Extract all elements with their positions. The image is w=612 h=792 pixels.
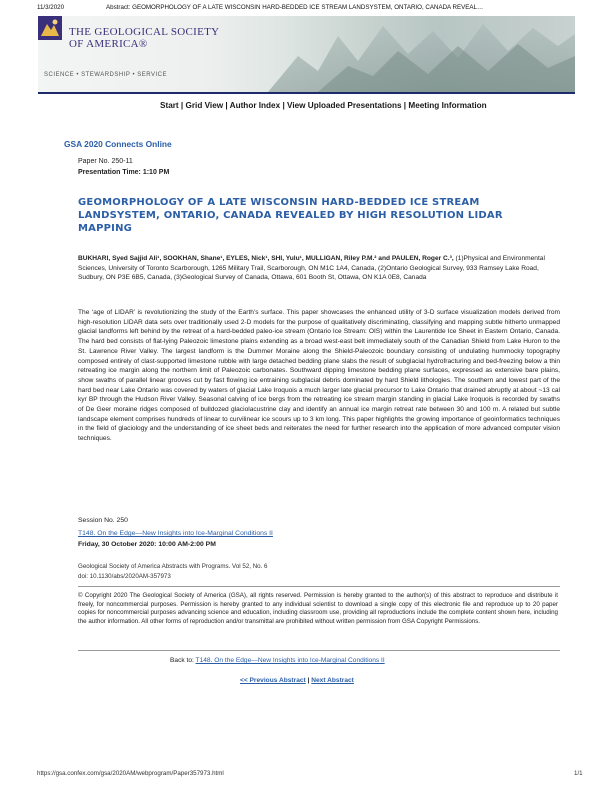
back-session-link[interactable]: T148. On the Edge—New Insights into Ice-Marginal Conditions II xyxy=(195,657,385,664)
gsa-logo-icon[interactable] xyxy=(38,16,62,40)
abstract-body: The ‘age of LIDAR’ is revolutionizing the study of the Earth’s surface. This paper showcases the enhanced utility of 3-D surface visualization models derived from high-resolution LIDAR data sets over traditionally used 2-D models for the purpose of qualitatively discriminating, classifying and mapping subtle hitherto unmapped glacial landforms left behind by the retreat of a hard-bedded paleo-ice stream (Ontario Ice Stream: OIS) within the Laurentide Ice Sheet in Eastern Ontario, Canada. The hard bed consists of flat-lying Paleozoic limestone plains extending as a broad west-east belt immediately south of the Canadian Shield from Lake Huron to the St. Lawrence River Valley. The largest landform is the Dummer Moraine along the Shield-Paleozoic boundary consisting of undulating hummocky topography composed entirely of clast-supported limestone rubble with large detached bedding plane slabs the result of subglacial hydrofracturing and bed-freezing below a thin retreating ice margin along the northern limit of Paleozoic carbonates. Southward dipping limestone bedding plane surfaces, expressed as extensive bare plains, show swaths of parallel linear grooves cut by fast flowing ice entraining subglacial debris dominated by hard Shield lithologies. The southern and lowest part of the hard bed near Lake Ontario was covered by waters of glacial Lake Iroquois a much larger late glacial precursor to Lake Ontario that drained abruptly at about ~13 cal kyr BP through the Hudson River Valley. Seasonal calving of ice bergs from the retreating ice stream margin standing in glacial Lake Iroquois is recorded by swaths of De Geer moraine ridges composed of bulldozed glaciolacustrine clay and identify an annual ice margin retreat rate between 30 and 100 m. A related but subtle landscape element comprises hundreds of linear to curvilinear ice scours up to 3 km long. This paper highlights the growing importance of geoinformatics techniques in the field of glaciology and the understanding of ice sheet beds and reiterates the need for further research into the application of more advanced computer vision techniques. xyxy=(78,309,560,443)
org-name-line2: OF AMERICA® xyxy=(69,38,148,50)
session-link[interactable]: T148. On the Edge—New Insights into Ice-Marginal Conditions II xyxy=(78,530,273,537)
print-title: Abstract: GEOMORPHOLOGY OF A LATE WISCONSIN HARD-BEDDED ICE STREAM LANDSYSTEM, ONTARIO, CANADA REVEAL… xyxy=(106,4,484,11)
nav-meeting-information-link[interactable]: Meeting Information xyxy=(408,101,487,110)
nav-grid-view-link[interactable]: Grid View xyxy=(185,101,224,110)
previous-abstract-link[interactable]: << Previous Abstract xyxy=(240,677,306,684)
top-navigation xyxy=(160,101,487,110)
back-to-session xyxy=(170,657,385,664)
nav-separator: | xyxy=(178,101,186,110)
nav-separator: | xyxy=(280,101,288,110)
session-number: Session No. 250 xyxy=(78,517,128,524)
nav-separator: | xyxy=(223,101,230,110)
org-name-line1: THE GEOLOGICAL SOCIETY xyxy=(69,26,220,38)
nav-author-index-link[interactable]: Author Index xyxy=(229,101,281,110)
session-date: Friday, 30 October 2020: 10:00 AM-2:00 PM xyxy=(78,541,216,548)
print-footer-url: https://gsa.confex.com/gsa/2020AM/webprogram/Paper357973.html xyxy=(37,770,224,777)
print-page-number: 1/1 xyxy=(574,770,583,777)
pager-separator: | xyxy=(305,677,312,684)
org-tagline: SCIENCE • STEWARDSHIP • SERVICE xyxy=(44,72,167,78)
banner-divider xyxy=(38,92,575,94)
paper-number: Paper No. 250-11 xyxy=(78,158,133,165)
authors-block xyxy=(78,254,558,283)
print-date: 11/3/2020 xyxy=(37,4,65,11)
author-affiliations: (1)Physical and Environmental Sciences, University of Toronto Scarborough, 1265 Military Trail, Scarborough, ON M1C 1A4, Canada, (2)Ontario Geological Survey, 933 Ramsey Lake Road, Sudbury, ON P3E 6B5, Canada, (3)Geological Survey of Canada, Ottawa, 601 Booth St, Ottawa, ON K1A 0E8, Canada xyxy=(78,255,545,281)
abstract-title: GEOMORPHOLOGY OF A LATE WISCONSIN HARD-BEDDED ICE STREAM LANDSYSTEM, ONTARIO, CANADA REVEALED BY HIGH RESOLUTION LIDAR MAPPING xyxy=(78,197,503,234)
presentation-time: Presentation Time: 1:10 PM xyxy=(78,169,170,176)
nav-separator: | xyxy=(401,101,409,110)
nav-start-link[interactable]: Start xyxy=(160,101,179,110)
citation-journal: Geological Society of America Abstracts with Programs. Vol 52, No. 6 xyxy=(78,563,268,570)
copyright-notice: © Copyright 2020 The Geological Society of America (GSA), all rights reserved. Permission is hereby granted to the author(s) of this abstract to reproduce and distribute it freely, for noncommercial purposes. Permission is hereby granted to any individual scientist to download a single copy of this electronic file and reproduce up to 20 paper copies for noncommercial purposes advancing science and education, including classroom use, providing all reproductions include the complete content shown here, including the author information. All other forms of reproduction and/or transmittal are prohibited without written permission from GSA Copyright Permissions. xyxy=(78,592,558,626)
next-abstract-link[interactable]: Next Abstract xyxy=(311,677,354,684)
nav-uploaded-presentations-link[interactable]: View Uploaded Presentations xyxy=(287,101,402,110)
citation-doi: doi: 10.1130/abs/2020AM-357973 xyxy=(78,573,171,580)
conference-name: GSA 2020 Connects Online xyxy=(64,139,172,149)
gsa-banner xyxy=(38,16,575,92)
author-names: BUKHARI, Syed Sajjid Ali¹, SOOKHAN, Shane¹, EYLES, Nick¹, SHI, Yulu¹, MULLIGAN, Riley P.M.² and PAULEN, Roger C.³, xyxy=(78,255,454,262)
divider xyxy=(78,586,560,587)
divider xyxy=(78,650,560,651)
abstract-pager xyxy=(240,677,354,684)
back-label: Back to: xyxy=(170,657,194,664)
